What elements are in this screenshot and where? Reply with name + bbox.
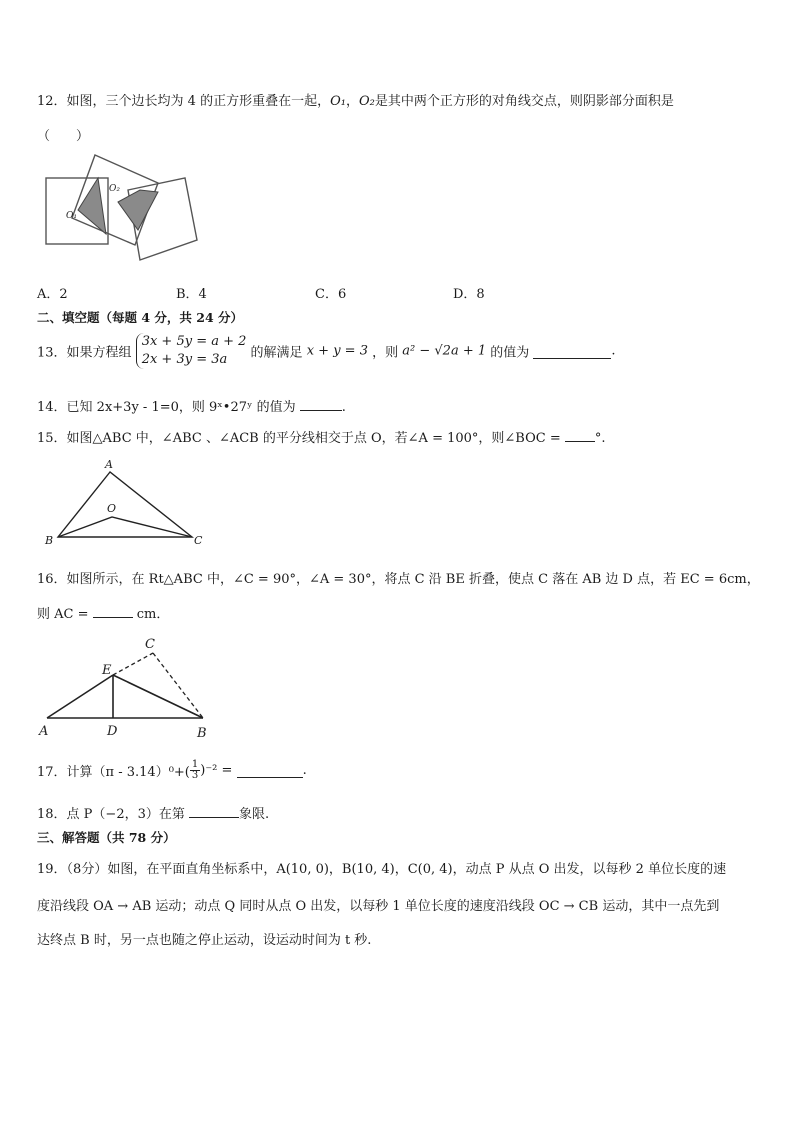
q12-stem-b: 是其中两个正方形的对角线交点，则阴影部分面积是: [374, 94, 674, 109]
q16-figure: [35, 632, 220, 744]
q15-label-a: A: [105, 458, 113, 471]
q13-answer-blank[interactable]: [533, 344, 611, 359]
q16-label-e: E: [102, 663, 112, 678]
q12-o2: O₂: [358, 94, 375, 109]
q12-paren: （ ）: [37, 129, 90, 144]
q16-answer-blank[interactable]: [93, 603, 133, 618]
q13-prefix: 13．如果方程组: [37, 345, 132, 361]
q17-fraction: [190, 760, 200, 781]
q12-fig-label-o1: O₁: [66, 211, 77, 221]
q16-line2: [37, 603, 169, 622]
q15-bisectors: [58, 517, 192, 537]
q15: [37, 427, 606, 446]
q17: [37, 760, 307, 781]
q12-sep: ，: [345, 94, 359, 109]
q12-shade-right: [118, 190, 158, 230]
q14-answer-blank[interactable]: [300, 396, 342, 411]
q16-label-d: D: [107, 724, 118, 739]
q13-eq2: 2x + 3y = 3a: [141, 352, 228, 367]
q16-line2-b: cm．: [136, 607, 170, 622]
q13: [37, 333, 616, 369]
q14: [37, 396, 346, 415]
q16-label-c: C: [145, 637, 155, 652]
q13-system: [136, 333, 247, 369]
section2-heading: 二、填空题（每题 4 分，共 24 分）: [37, 310, 244, 325]
q16-label-b: B: [197, 726, 207, 741]
q19-line3: 达终点 B 时，另一点也随之停止运动，设运动时间为 t 秒.: [37, 933, 372, 948]
q16-dashed-ec: [113, 653, 153, 675]
q12-shade-left: [78, 178, 106, 234]
q17-prefix: 17．计算（π - 3.14）⁰+(: [37, 765, 190, 780]
q18-answer-blank[interactable]: [189, 803, 239, 818]
q16-line2-a: 则 AC =: [37, 607, 89, 622]
q15-triangle: [58, 472, 192, 537]
q15-label-b: B: [45, 534, 54, 547]
q17-suffix: )⁻² =: [200, 763, 233, 778]
q15-label-o: O: [107, 502, 117, 515]
q12-o1: O₁: [330, 94, 346, 109]
q15-label-c: C: [194, 534, 203, 547]
q16-dashed-cb: [153, 653, 203, 718]
q15-answer-blank[interactable]: [565, 427, 595, 442]
q17-answer-blank[interactable]: [237, 763, 303, 778]
q15-figure: [40, 455, 210, 550]
q17-frac-d: 3: [191, 770, 199, 781]
q12-fig-label-o2: O₂: [109, 184, 120, 194]
q18: [37, 803, 269, 822]
q16-label-a: A: [39, 724, 49, 739]
q17-end: .: [302, 763, 307, 778]
q18-text: 18．点 P（−2，3）在第: [37, 807, 185, 822]
q14-end: .: [341, 400, 346, 415]
q12-choice-c: C．6: [315, 287, 347, 302]
q16-segment-ae: [47, 675, 113, 718]
q13-expr: a² − √2a + 1: [402, 343, 487, 359]
q16-line1: 16．如图所示，在 Rt△ABC 中，∠C = 90°，∠A = 30°，将点 C 沿 BE 折叠，使点 C 落在 AB 边 D 点，若 EC = 6cm，: [37, 572, 760, 587]
q13-mid: 的解满足: [250, 345, 303, 361]
q16-segment-eb: [113, 675, 203, 718]
q12-choice-b: B．4: [176, 287, 207, 302]
q19-line1: 19．（8分）如图，在平面直角坐标系中，A(10, 0)，B(10, 4)，C(0, 4)，动点 P 从点 O 出发，以每秒 2 单位长度的速: [37, 862, 727, 877]
q15-end: °.: [594, 431, 606, 446]
q19-line2: 度沿线段 OA → AB 运动；动点 Q 同时从点 O 出发，以每秒 1 单位长度的速度沿线段 OC → CB 运动，其中一点先到: [37, 899, 720, 914]
q12-stem: [37, 90, 674, 109]
section3-heading: 三、解答题（共 78 分）: [37, 830, 176, 845]
q13-then: ，则: [372, 345, 399, 361]
q12-choice-d: D．8: [453, 287, 485, 302]
q13-cond: x + y = 3: [306, 343, 368, 359]
q15-text: 15．如图△ABC 中，∠ABC 、∠ACB 的平分线相交于点 O，若∠A = 100°，则∠BOC =: [37, 431, 561, 446]
q13-end: .: [611, 343, 616, 359]
q12-stem-a: 12．如图，三个边长均为 4 的正方形重叠在一起，: [37, 94, 331, 109]
q13-eq1: 3x + 5y = a + 2: [141, 334, 247, 349]
q17-frac-n: 1: [191, 759, 199, 770]
q13-suffix: 的值为: [490, 345, 530, 361]
q14-text: 14．已知 2x+3y - 1=0，则 9ˣ•27ʸ 的值为: [37, 400, 296, 415]
q12-choice-a: A．2: [37, 287, 68, 302]
q12-figure: [40, 150, 210, 265]
q18-end: 象限.: [239, 807, 270, 822]
